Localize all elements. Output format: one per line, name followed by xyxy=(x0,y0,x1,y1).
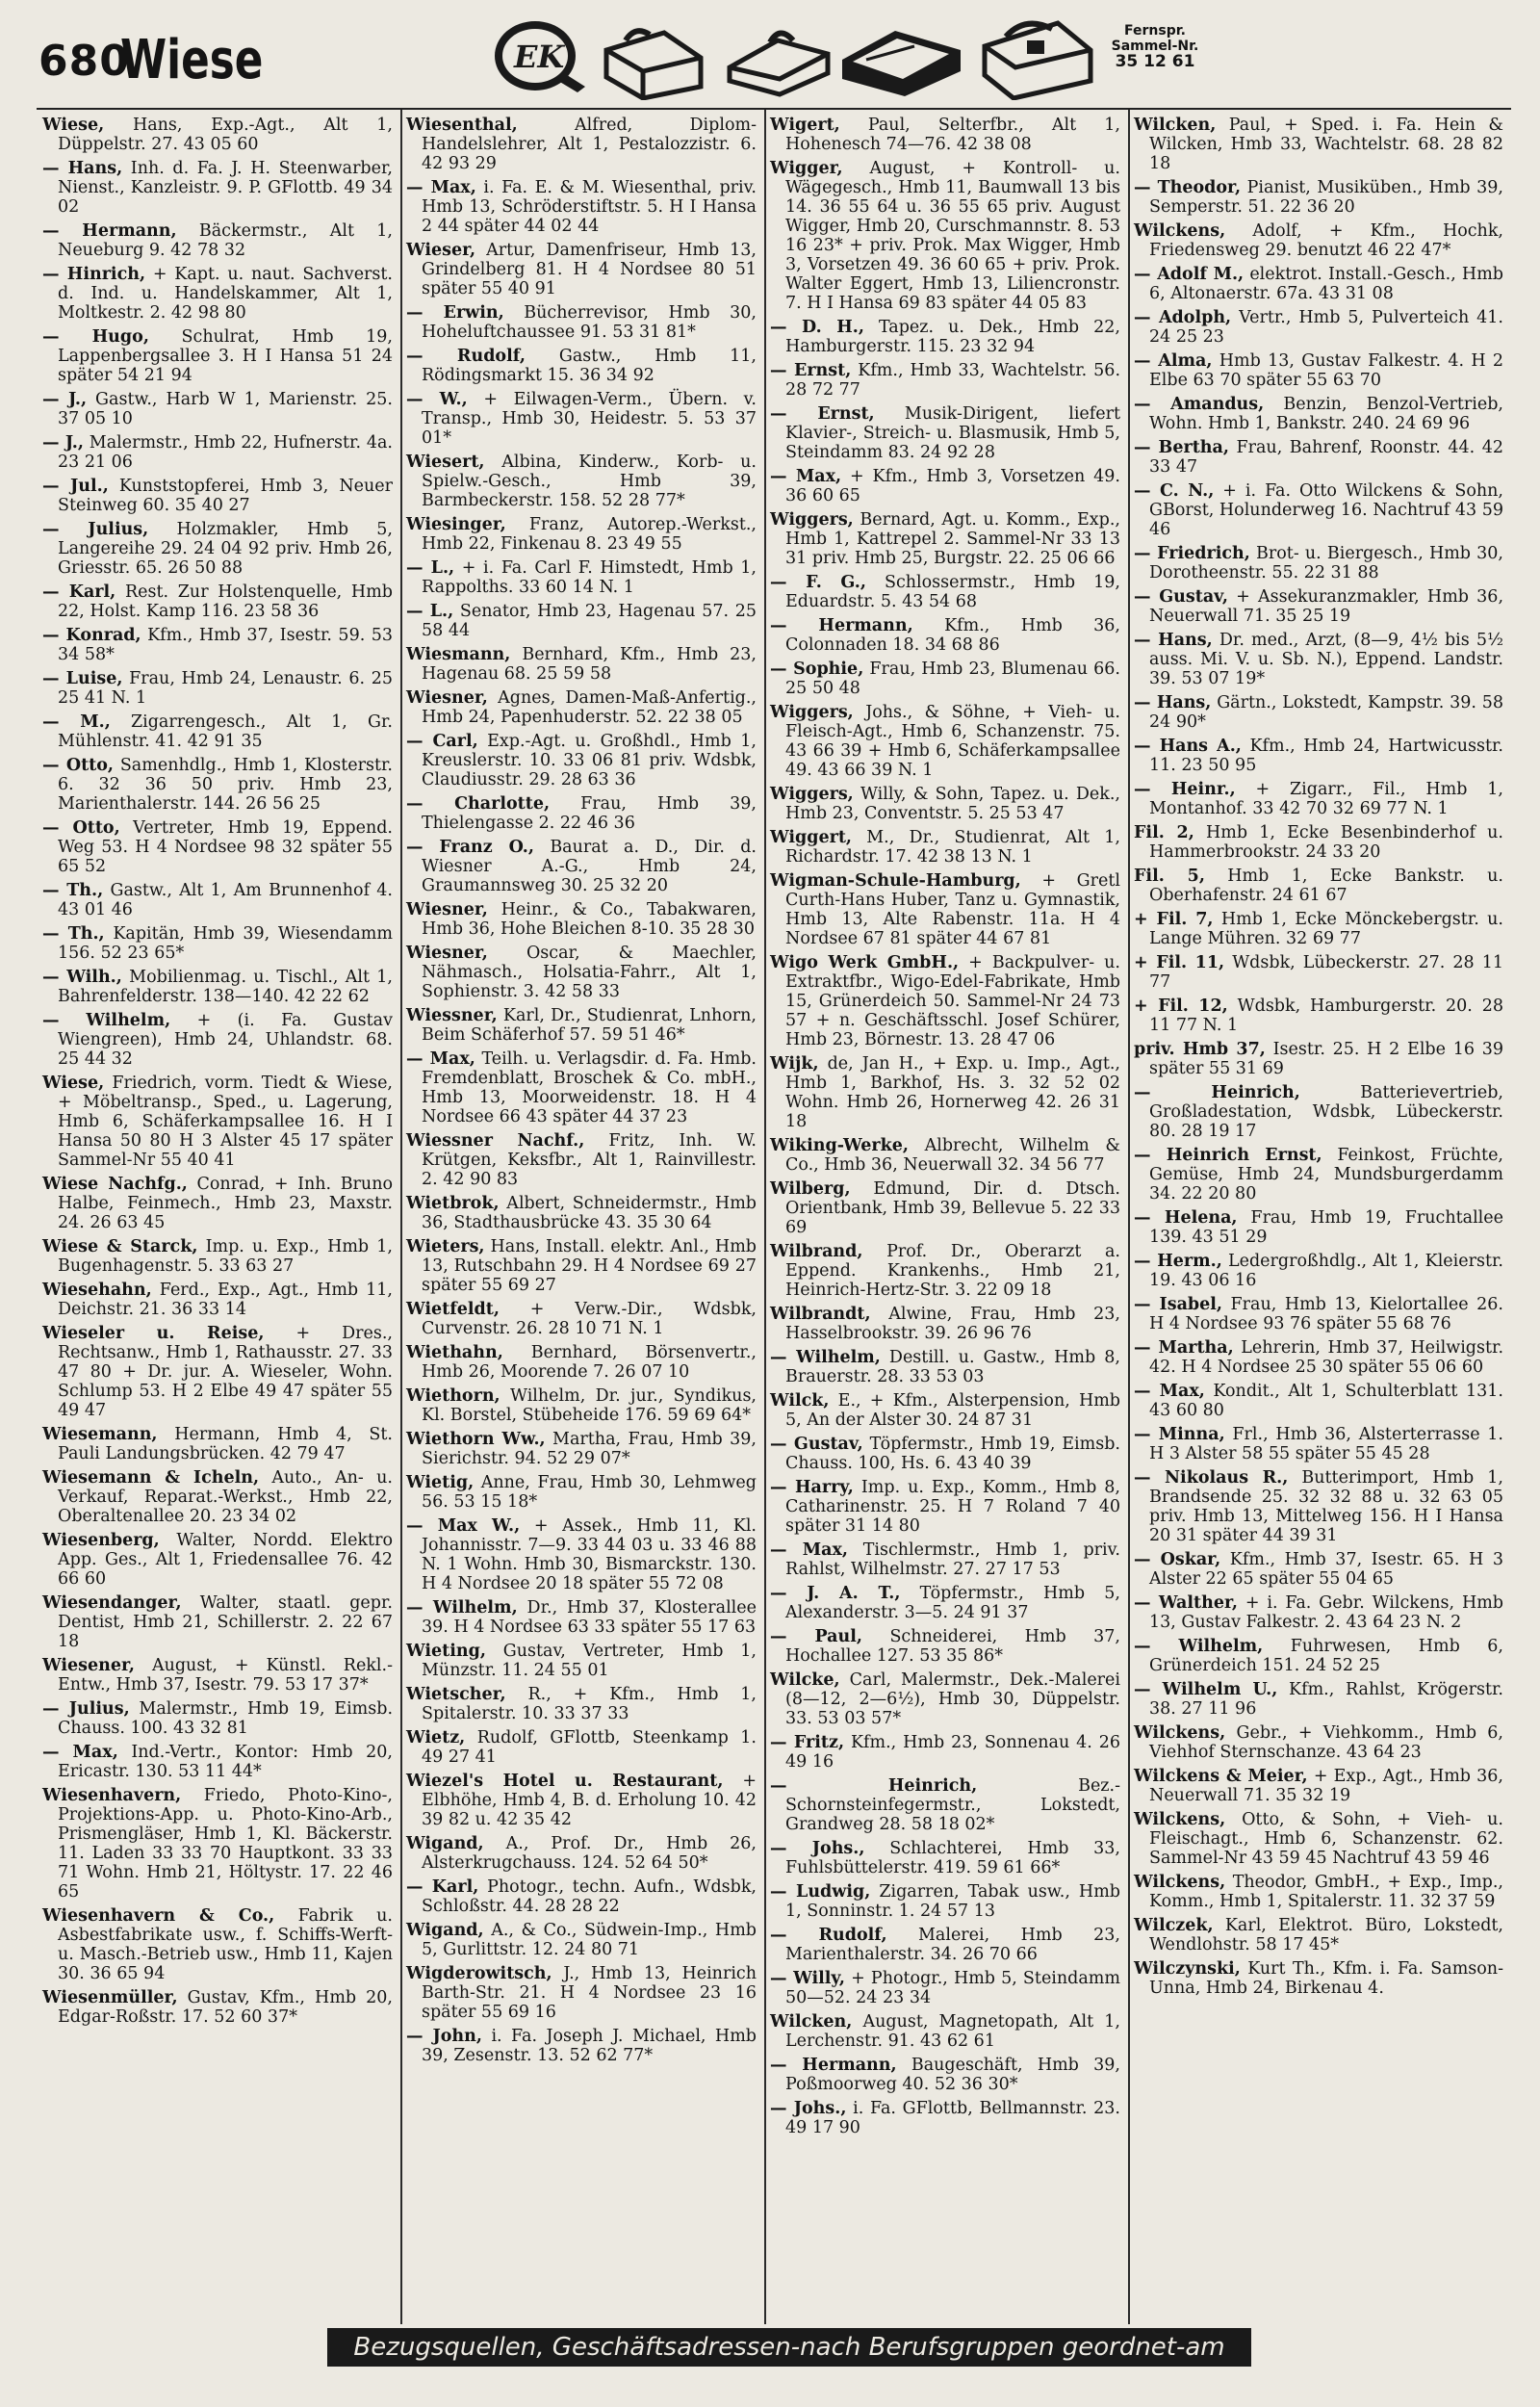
directory-entry: Wiese & Starck, Imp. u. Exp., Hmb 1, Bugenhagenstr. 5. 33 63 27 xyxy=(42,1237,393,1276)
directory-entry: — Erwin, Bücherrevisor, Hmb 30, Hoheluftchaussee 91. 53 31 81* xyxy=(406,303,757,342)
column-2 xyxy=(400,110,764,2324)
directory-entry: — Rudolf, Malerei, Hmb 23, Marienthalerstr. 34. 26 70 66 xyxy=(770,1926,1120,1964)
directory-entry: — Hermann, Bäckermstr., Alt 1, Neueburg 9. 42 78 32 xyxy=(42,221,393,260)
directory-entry: — Wilhelm, + (i. Fa. Gustav Wiengreen), Hmb 24, Uhlandstr. 68. 25 44 32 xyxy=(42,1011,394,1069)
directory-entry: — L., Senator, Hmb 23, Hagenau 57. 25 58 44 xyxy=(406,602,757,640)
directory-entry: — Max, i. Fa. E. & M. Wiesenthal, priv. Hmb 13, Schröderstiftstr. 5. H I Hansa 2 44 später 44 02 44 xyxy=(406,178,757,236)
directory-entry: — Harry, Imp. u. Exp., Komm., Hmb 8, Catharinenstr. 25. H 7 Roland 7 40 später 31 14 80 xyxy=(770,1478,1120,1536)
directory-entry: — Luise, Frau, Hmb 24, Lenaustr. 6. 25 25 41 N. 1 xyxy=(42,669,393,708)
directory-entry: — Max, Kondit., Alt 1, Schulterblatt 131. 43 60 80 xyxy=(1134,1382,1503,1420)
directory-entry: Wiese, Hans, Exp.-Agt., Alt 1, Düppelstr. 27. 43 05 60 xyxy=(42,116,393,154)
directory-entry: Wiesmann, Bernhard, Kfm., Hmb 23, Hagenau 68. 25 59 58 xyxy=(406,645,757,684)
directory-entry: Wilckens & Meier, + Exp., Agt., Hmb 36, Neuerwall 71. 35 32 19 xyxy=(1134,1767,1503,1805)
briefcase-icon xyxy=(730,33,828,94)
directory-entry: — J. A. T., Töpfermstr., Hmb 5, Alexanderstr. 3—5. 24 91 37 xyxy=(770,1584,1120,1622)
directory-entry: Wiese, Friedrich, vorm. Tiedt & Wiese, + Möbeltransp., Sped., u. Lagerung, Hmb 6, Schäferkampsallee 16. H I Hansa 50 80 H 3 Alster 45 17 später Sammel-Nr 55 40 41 xyxy=(42,1074,393,1170)
directory-entry: Wiesner, Heinr., & Co., Tabakwaren, Hmb 36, Hohe Bleichen 8-10. 35 28 30 xyxy=(406,900,757,939)
directory-entry: — Hans, Gärtn., Lokstedt, Kampstr. 39. 58 24 90* xyxy=(1134,693,1503,732)
directory-entry: — Adolph, Vertr., Hmb 5, Pulverteich 41. 24 25 23 xyxy=(1134,308,1503,347)
directory-entry: — Max, Teilh. u. Verlagsdir. d. Fa. Hmb. Fremdenblatt, Broschek & Co. mbH., Hmb 13, Moorweidenstr. 18. H 4 Nordsee 66 43 später 44 37 23 xyxy=(406,1049,757,1126)
directory-entry: — Hugo, Schulrat, Hmb 19, Lappenbergsallee 3. H I Hansa 51 24 später 54 21 94 xyxy=(42,327,393,385)
directory-entry: Wiethahn, Bernhard, Börsenvertr., Hmb 26, Moorende 7. 26 07 10 xyxy=(406,1343,757,1382)
directory-entry: — Konrad, Kfm., Hmb 37, Isestr. 59. 53 34 58* xyxy=(42,626,394,664)
directory-entry: — Th., Gastw., Alt 1, Am Brunnenhof 4. 43 01 46 xyxy=(42,881,393,919)
directory-entry: — Johs., Schlachterei, Hmb 33, Fuhlsbüttelerstr. 419. 59 61 66* xyxy=(770,1839,1120,1877)
directory-entry: — Heinrich, Batterievertrieb, Großladestation, Wdsbk, Lübeckerstr. 80. 28 19 17 xyxy=(1134,1083,1503,1141)
directory-entry: — Hermann, Kfm., Hmb 36, Colonnaden 18. 34 68 86 xyxy=(770,616,1120,655)
directory-entry: Wietfeldt, + Verw.-Dir., Wdsbk, Curvenstr. 26. 28 10 71 N. 1 xyxy=(406,1300,757,1338)
directory-entry: Wietbrok, Albert, Schneidermstr., Hmb 36, Stadthausbrücke 43. 35 30 64 xyxy=(406,1194,757,1232)
directory-entry: — Otto, Samenhdlg., Hmb 1, Klosterstr. 6. 32 36 50 priv. Hmb 23, Marienthalerstr. 144. 26 56 25 xyxy=(42,756,393,814)
directory-entry: — Hans A., Kfm., Hmb 24, Hartwicusstr. 11. 23 50 95 xyxy=(1134,737,1503,775)
directory-entry: — J., Gastw., Harb W 1, Marienstr. 25. 37 05 10 xyxy=(42,390,393,428)
directory-entry: Wilczek, Karl, Elektrot. Büro, Lokstedt, Wendlohstr. 58 17 45* xyxy=(1134,1916,1503,1954)
directory-entry: Wilckens, Adolf, + Kfm., Hochk, Friedensweg 29. benutzt 46 22 47* xyxy=(1134,221,1503,260)
directory-entry: Wiggers, Willy, & Sohn, Tapez. u. Dek., Hmb 23, Conventstr. 5. 25 53 47 xyxy=(770,785,1120,823)
directory-entry: — Isabel, Frau, Hmb 13, Kielortallee 26. H 4 Nordsee 93 76 später 55 68 76 xyxy=(1134,1295,1503,1333)
directory-entry: Wiesner, Oscar, & Maechler, Nähmasch., Holsatia-Fahrr., Alt 1, Sophienstr. 3. 42 58 33 xyxy=(406,944,757,1001)
directory-entry: Wiesenhavern & Co., Fabrik u. Asbestfabrikate usw., f. Schiffs-Werft- u. Masch.-Betrieb usw., Hmb 11, Kajen 30. 36 65 94 xyxy=(42,1906,393,1983)
directory-entry: — Hans, Dr. med., Arzt, (8—9, 4½ bis 5½ auss. Mi. V. u. Sb. N.), Eppend. Landstr. 39. 53 07 19* xyxy=(1134,631,1503,688)
phone-number: 35 12 61 xyxy=(1115,52,1195,71)
directory-entry: Wigert, Paul, Selterfbr., Alt 1, Hohenesch 74—76. 42 38 08 xyxy=(770,116,1120,154)
directory-entry: — Minna, Frl., Hmb 36, Alsterterrasse 1. H 3 Alster 58 55 später 55 45 28 xyxy=(1134,1425,1503,1463)
directory-entry: Wieseler u. Reise, + Dres., Rechtsanw., Hmb 1, Rathausstr. 27. 33 47 80 + Dr. jur. A. Wieseler, Wohn. Schlump 53. H 2 Elbe 49 47 später 55 49 47 xyxy=(42,1324,393,1420)
phone-sammel-label: Sammel-Nr. xyxy=(1111,39,1199,54)
directory-entry: — Karl, Photogr., techn. Aufn., Wdsbk, Schloßstr. 44. 28 28 22 xyxy=(406,1877,757,1916)
directory-entry: — Franz O., Baurat a. D., Dir. d. Wiesner A.-G., Hmb 24, Graumannsweg 30. 25 32 20 xyxy=(406,838,757,895)
directory-entry: Wiesert, Albina, Kinderw., Korb- u. Spielw.-Gesch., Hmb 39, Barmbeckerstr. 158. 52 28 77* xyxy=(406,453,757,510)
directory-entry: Fil. 5, Hmb 1, Ecke Bankstr. u. Oberhafenstr. 24 61 67 xyxy=(1134,867,1503,905)
directory-entry: Wilck, E., + Kfm., Alsterpension, Hmb 5, An der Alster 30. 24 87 31 xyxy=(770,1391,1120,1430)
directory-entry: — Amandus, Benzin, Benzol-Vertrieb, Wohn. Hmb 1, Bankstr. 240. 24 69 96 xyxy=(1134,395,1503,433)
directory-entry: — D. H., Tapez. u. Dek., Hmb 22, Hamburgerstr. 115. 23 32 94 xyxy=(770,318,1120,356)
directory-entry: Wilbrand, Prof. Dr., Oberarzt a. Eppend. Krankenhs., Hmb 21, Heinrich-Hertz-Str. 3. 22 09 18 xyxy=(770,1242,1120,1300)
directory-entry: — Max, Tischlermstr., Hmb 1, priv. Rahlst, Wilhelmstr. 27. 27 17 53 xyxy=(770,1540,1120,1579)
directory-entry: — Nikolaus R., Butterimport, Hmb 1, Brandsende 25. 32 32 88 u. 32 63 05 priv. Hmb 13, Mittelweg 156. H I Hansa 20 31 später 44 39 31 xyxy=(1134,1468,1503,1545)
directory-entry: Wiesehahn, Ferd., Exp., Agt., Hmb 11, Deichstr. 21. 36 33 14 xyxy=(42,1281,393,1319)
directory-entry: Wiesenberg, Walter, Nordd. Elektro App. Ges., Alt 1, Friedensallee 76. 42 66 60 xyxy=(42,1531,393,1589)
directory-entry: Wigger, August, + Kontroll- u. Wägegesch., Hmb 11, Baumwall 13 bis 14. 36 55 64 u. 36 55 65 priv. August Wigger, Hmb 20, Curschmannstr. 8. 53 16 23* + priv. Prok. Max Wigger, Hmb 3, Vorsetzen 49. 36 60 65 + priv. Prok. Walter Eggert, Hmb 13, Liliencronstr. 7. H I Hansa 69 83 später 44 05 83 xyxy=(770,159,1120,313)
luggage-illustrations xyxy=(597,12,1097,100)
directory-entry: — Max W., + Assek., Hmb 11, Kl. Johannisstr. 7—9. 33 44 03 u. 33 46 88 N. 1 Wohn. Hmb 30, Bismarckstr. 130. H 4 Nordsee 20 18 später 55 72 08 xyxy=(406,1516,757,1593)
directory-entry: Wiesemann, Hermann, Hmb 4, St. Pauli Landungsbrücken. 42 79 47 xyxy=(42,1425,393,1463)
directory-entry: — Paul, Schneiderei, Hmb 37, Hochallee 127. 53 35 86* xyxy=(770,1627,1120,1666)
page-number: 680 xyxy=(38,37,130,86)
directory-entry: Wiggers, Bernard, Agt. u. Komm., Exp., Hmb 1, Kattrepel 2. Sammel-Nr 33 13 31 priv. Hmb 25, Burgstr. 22. 25 06 66 xyxy=(770,510,1120,568)
directory-entry: — F. G., Schlossermstr., Hmb 19, Eduardstr. 5. 43 54 68 xyxy=(770,573,1120,611)
directory-entry: — Hans, Inh. d. Fa. J. H. Steenwarber, Nienst., Kanzleistr. 9. P. GFlottb. 49 34 02 xyxy=(42,159,393,217)
directory-entry: Wilcken, Paul, + Sped. i. Fa. Hein & Wilcken, Hmb 33, Wachtelstr. 68. 28 82 18 xyxy=(1134,116,1503,173)
directory-entry: — Ernst, Kfm., Hmb 33, Wachtelstr. 56. 28 72 77 xyxy=(770,361,1121,400)
directory-entry: — Heinr., + Zigarr., Fil., Hmb 1, Montanhof. 33 42 70 32 69 77 N. 1 xyxy=(1134,780,1503,818)
directory-entry: — Karl, Rest. Zur Holstenquelle, Hmb 22, Holst. Kamp 116. 23 58 36 xyxy=(42,582,393,621)
directory-entry: Wilckens, Theodor, GmbH., + Exp., Imp., Komm., Hmb 1, Spitalerstr. 11. 32 37 59 xyxy=(1134,1873,1503,1911)
directory-entry: Wiesenthal, Alfred, Diplom-Handelslehrer, Alt 1, Pestalozzistr. 6. 42 93 29 xyxy=(406,116,757,173)
ek-logo xyxy=(489,17,587,94)
directory-entry: — Bertha, Frau, Bahrenf, Roonstr. 44. 42 33 47 xyxy=(1134,438,1503,477)
directory-entry: Wiessner, Karl, Dr., Studienrat, Lnhorn, Beim Schäferhof 57. 59 51 46* xyxy=(406,1006,757,1045)
directory-entry: Wiesenhavern, Friedo, Photo-Kino-, Projektions-App. u. Photo-Kino-Arb., Prismengläser, Hmb 1, Kl. Bäckerstr. 11. Laden 33 33 70 Hauptkont. 33 33 71 Wohn. Hmb 21, Höltystr. 17. 22 46 65 xyxy=(42,1786,393,1902)
directory-entry: — Ludwig, Zigarren, Tabak usw., Hmb 1, Sonninstr. 1. 24 57 13 xyxy=(770,1882,1120,1921)
directory-entry: Wiesner, Agnes, Damen-Maß-Anfertig., Hmb 24, Papenhuderstr. 52. 22 38 05 xyxy=(406,688,757,727)
directory-entry: — Jul., Kunststopferei, Hmb 3, Neuer Steinweg 60. 35 40 27 xyxy=(42,477,393,515)
directory-entry: — Johs., i. Fa. GFlottb, Bellmannstr. 23. 49 17 90 xyxy=(770,2099,1120,2137)
phone-label: Fernspr. xyxy=(1124,23,1186,39)
directory-entry: — Heinrich Ernst, Feinkost, Früchte, Gemüse, Hmb 24, Mundsburgerdamm 34. 22 20 80 xyxy=(1134,1146,1503,1204)
directory-entry: Wiesenmüller, Gustav, Kfm., Hmb 20, Edgar-Roßstr. 17. 52 60 37* xyxy=(42,1988,393,2027)
phone-info xyxy=(1097,23,1213,69)
directory-entry: Fil. 2, Hmb 1, Ecke Besenbinderhof u. Hammerbrookstr. 24 33 20 xyxy=(1134,823,1503,862)
directory-entry: — Julius, Holzmakler, Hmb 5, Langereihe 29. 24 04 92 priv. Hmb 26, Griesstr. 65. 26 50 88 xyxy=(42,520,393,578)
directory-entry: Wiethorn, Wilhelm, Dr. jur., Syndikus, Kl. Borstel, Stübeheide 176. 59 69 64* xyxy=(406,1386,757,1425)
directory-entry: — Th., Kapitän, Hmb 39, Wiesendamm 156. 52 23 65* xyxy=(42,924,393,963)
directory-entry: — Wilh., Mobilienmag. u. Tischl., Alt 1, Bahrenfelderstr. 138—140. 42 22 62 xyxy=(42,968,393,1006)
directory-entry: Wiggert, M., Dr., Studienrat, Alt 1, Richardstr. 17. 42 38 13 N. 1 xyxy=(770,828,1120,867)
directory-entry: Wiese Nachfg., Conrad, + Inh. Bruno Halbe, Feinmech., Hmb 23, Maxstr. 24. 26 63 45 xyxy=(42,1175,394,1232)
directory-entry: — Helena, Frau, Hmb 19, Fruchtallee 139. 43 51 29 xyxy=(1134,1208,1503,1247)
directory-entry: — Gustav, + Assekuranzmakler, Hmb 36, Neuerwall 71. 35 25 19 xyxy=(1134,587,1504,626)
directory-entry: Wiessner Nachf., Fritz, Inh. W. Krütgen, Keksfbr., Alt 1, Rainvillestr. 2. 42 90 83 xyxy=(406,1131,757,1189)
directory-entry: — Hermann, Baugeschäft, Hmb 39, Poßmoorweg 40. 52 36 30* xyxy=(770,2056,1120,2094)
attache-case-icon xyxy=(842,31,961,96)
directory-entry: — Wilhelm, Fuhrwesen, Hmb 6, Grünerdeich 151. 24 52 25 xyxy=(1134,1637,1503,1675)
directory-entry: — Gustav, Töpfermstr., Hmb 19, Eimsb. Chauss. 100, Hs. 6. 43 40 39 xyxy=(770,1435,1120,1473)
page-header xyxy=(0,0,1540,106)
directory-entry: + Fil. 11, Wdsbk, Lübeckerstr. 27. 28 11 77 xyxy=(1134,953,1503,992)
handbag-icon xyxy=(985,23,1091,98)
directory-entry: + Fil. 7, Hmb 1, Ecke Mönckebergstr. u. Lange Mühren. 32 69 77 xyxy=(1134,910,1503,948)
directory-entry: Wiesinger, Franz, Autorep.-Werkst., Hmb 22, Finkenau 8. 23 49 55 xyxy=(406,515,757,554)
directory-entry: Wilcke, Carl, Malermstr., Dek.-Malerei (8—12, 2—6½), Hmb 30, Düppelstr. 33. 53 03 57* xyxy=(770,1670,1120,1728)
directory-entry: — Wilhelm, Destill. u. Gastw., Hmb 8, Brauerstr. 28. 33 53 03 xyxy=(770,1348,1120,1386)
directory-entry: — Wilhelm U., Kfm., Rahlst, Krögerstr. 38. 27 11 96 xyxy=(1134,1680,1503,1719)
directory-entry: — W., + Eilwagen-Verm., Übern. v. Transp., Hmb 30, Heidestr. 5. 53 37 01* xyxy=(406,390,757,448)
directory-entry: Wietscher, R., + Kfm., Hmb 1, Spitalerstr. 10. 33 37 33 xyxy=(406,1685,757,1723)
directory-entry: Wilbrandt, Alwine, Frau, Hmb 23, Hasselbrookstr. 39. 26 96 76 xyxy=(770,1305,1120,1343)
directory-entry: — Theodor, Pianist, Musiküben., Hmb 39, Semperstr. 51. 22 36 20 xyxy=(1134,178,1503,217)
column-4 xyxy=(1128,110,1511,2324)
directory-entry: — Ernst, Musik-Dirigent, liefert Klavier-, Streich- u. Blasmusik, Hmb 5, Steindamm 83. 24 92 28 xyxy=(770,404,1120,462)
directory-entry: — Carl, Exp.-Agt. u. Großhdl., Hmb 1, Kreuslerstr. 10. 33 06 81 priv. Wdsbk, Claudiusstr. 29. 28 63 36 xyxy=(406,732,757,789)
directory-entry: — Oskar, Kfm., Hmb 37, Isestr. 65. H 3 Alster 22 65 später 55 04 65 xyxy=(1134,1550,1503,1589)
directory-entry: — L., + i. Fa. Carl F. Himstedt, Hmb 1, Rappolths. 33 60 14 N. 1 xyxy=(406,558,757,597)
directory-entry: priv. Hmb 37, Isestr. 25. H 2 Elbe 16 39 später 55 31 69 xyxy=(1134,1040,1503,1078)
directory-entry: — M., Zigarrengesch., Alt 1, Gr. Mühlenstr. 41. 42 91 35 xyxy=(42,712,393,751)
directory-entry: — Wilhelm, Dr., Hmb 37, Klosterallee 39. H 4 Nordsee 63 33 später 55 17 63 xyxy=(406,1598,757,1637)
directory-entry: Wigand, A., Prof. Dr., Hmb 26, Alsterkrugchauss. 124. 52 64 50* xyxy=(406,1834,757,1873)
suitcase-icon xyxy=(606,31,701,98)
directory-entry: Wigo Werk GmbH., + Backpulver- u. Extraktfbr., Wigo-Edel-Fabrikate, Hmb 15, Grünerdeich 50. Sammel-Nr 24 73 57 + n. Geschäftsschl. Josef Schürer, Hmb 23, Börnestr. 13. 28 47 06 xyxy=(770,953,1120,1049)
directory-entry: — Friedrich, Brot- u. Biergesch., Hmb 30, Dorotheenstr. 55. 22 31 88 xyxy=(1134,544,1503,582)
directory-entry: — Rudolf, Gastw., Hmb 11, Rödingsmarkt 15. 36 34 92 xyxy=(406,347,757,385)
directory-entry: — C. N., + i. Fa. Otto Wilckens & Sohn, GBorst, Holunderweg 16. Nachtruf 43 59 46 xyxy=(1134,481,1503,539)
column-3 xyxy=(764,110,1128,2324)
directory-entry: — Martha, Lehrerin, Hmb 37, Heilwigstr. 42. H 4 Nordsee 25 30 später 55 06 60 xyxy=(1134,1338,1504,1377)
directory-columns xyxy=(37,108,1511,2324)
directory-entry: — Hinrich, + Kapt. u. naut. Sachverst. d. Ind. u. Handelskammer, Alt 1, Moltkestr. 2. 42 98 80 xyxy=(42,265,393,323)
directory-entry: Wilcken, August, Magnetopath, Alt 1, Lerchenstr. 91. 43 62 61 xyxy=(770,2012,1120,2051)
directory-entry: Wietz, Rudolf, GFlottb, Steenkamp 1. 49 27 41 xyxy=(406,1728,757,1767)
directory-entry: Wilberg, Edmund, Dir. d. Dtsch. Orientbank, Hmb 39, Bellevue 5. 22 33 69 xyxy=(770,1179,1120,1237)
directory-entry: Wietig, Anne, Frau, Hmb 30, Lehmweg 56. 53 15 18* xyxy=(406,1473,757,1512)
directory-entry: — Charlotte, Frau, Hmb 39, Thielengasse 2. 22 46 36 xyxy=(406,794,757,833)
running-head: Wiese xyxy=(120,29,264,91)
directory-entry: + Fil. 12, Wdsbk, Hamburgerstr. 20. 28 11 77 N. 1 xyxy=(1134,996,1503,1035)
directory-entry: Wigderowitsch, J., Hmb 13, Heinrich Barth-Str. 21. H 4 Nordsee 23 16 später 55 69 16 xyxy=(406,1964,757,2022)
directory-entry: Wilckens, Gebr., + Viehkomm., Hmb 6, Viehhof Sternschanze. 43 64 23 xyxy=(1134,1723,1503,1762)
directory-entry: — J., Malermstr., Hmb 22, Hufnerstr. 4a. 23 21 06 xyxy=(42,433,393,472)
directory-entry: Wilczynski, Kurt Th., Kfm. i. Fa. Samson-Unna, Hmb 24, Birkenau 4. xyxy=(1134,1959,1503,1998)
directory-entry: — Otto, Vertreter, Hmb 19, Eppend. Weg 53. H 4 Nordsee 98 32 später 55 65 52 xyxy=(42,818,393,876)
directory-entry: Wijk, de, Jan H., + Exp. u. Imp., Agt., Hmb 1, Barkhof, Hs. 3. 32 52 02 Wohn. Hmb 26, Hornerweg 42. 26 31 18 xyxy=(770,1054,1120,1131)
directory-entry: — Alma, Hmb 13, Gustav Falkestr. 4. H 2 Elbe 63 70 später 55 63 70 xyxy=(1134,351,1503,390)
directory-entry: Wigman-Schule-Hamburg, + Gretl Curth-Hans Huber, Tanz u. Gymnastik, Hmb 13, Alte Rabenstr. 11a. H 4 Nordsee 67 81 später 44 67 81 xyxy=(770,871,1120,948)
directory-entry: — Fritz, Kfm., Hmb 23, Sonnenau 4. 26 49 16 xyxy=(770,1733,1120,1772)
directory-entry: Wiesener, August, + Künstl. Rekl.-Entw., Hmb 37, Isestr. 79. 53 17 37* xyxy=(42,1656,393,1695)
column-1 xyxy=(37,110,400,2324)
directory-entry: — Walther, + i. Fa. Gebr. Wilckens, Hmb 13, Gustav Falkestr. 2. 43 64 23 N. 2 xyxy=(1134,1593,1503,1632)
directory-entry: Wigand, A., & Co., Südwein-Imp., Hmb 5, Gurlittstr. 12. 24 80 71 xyxy=(406,1921,757,1959)
directory-entry: — Willy, + Photogr., Hmb 5, Steindamm 50—52. 24 23 34 xyxy=(770,1969,1121,2007)
directory-entry: Wiezel's Hotel u. Restaurant, + Elbhöhe, Hmb 4, B. d. Erholung 10. 42 39 82 u. 42 35 42 xyxy=(406,1772,757,1829)
directory-entry: — Sophie, Frau, Hmb 23, Blumenau 66. 25 50 48 xyxy=(770,660,1120,698)
directory-entry: Wilckens, Otto, & Sohn, + Vieh- u. Fleischagt., Hmb 6, Schanzenstr. 62. Sammel-Nr 43 59 45 Nachtruf 43 59 46 xyxy=(1134,1810,1503,1868)
directory-entry: — Julius, Malermstr., Hmb 19, Eimsb. Chauss. 100. 43 32 81 xyxy=(42,1699,394,1738)
directory-entry: Wieting, Gustav, Vertreter, Hmb 1, Münzstr. 11. 24 55 01 xyxy=(406,1642,757,1680)
directory-entry: Wieser, Artur, Damenfriseur, Hmb 13, Grindelberg 81. H 4 Nordsee 80 51 später 55 40 91 xyxy=(406,241,757,298)
directory-entry: Wiesemann & Icheln, Auto., An- u. Verkauf, Reparat.-Werkst., Hmb 22, Oberaltenallee 20. 23 34 02 xyxy=(42,1468,393,1526)
directory-entry: Wiethorn Ww., Martha, Frau, Hmb 39, Sierichstr. 94. 52 29 07* xyxy=(406,1430,757,1468)
directory-entry: — John, i. Fa. Joseph J. Michael, Hmb 39, Zesenstr. 13. 52 62 77* xyxy=(406,2027,757,2065)
directory-entry: Wiesendanger, Walter, staatl. gepr. Dentist, Hmb 21, Schillerstr. 2. 22 67 18 xyxy=(42,1593,393,1651)
footer-banner: Bezugsquellen, Geschäftsadressen-nach Berufsgruppen geordnet-am Ende des Buches xyxy=(327,2328,1251,2367)
directory-entry: — Heinrich, Bez.-Schornsteinfegermstr., Lokstedt, Grandweg 28. 58 18 02* xyxy=(770,1776,1120,1834)
directory-entry: Wiggers, Johs., & Söhne, + Vieh- u. Fleisch-Agt., Hmb 6, Schanzenstr. 75. 43 66 39 + Hmb 6, Schäferkampsallee 49. 43 66 39 N. 1 xyxy=(770,703,1120,780)
directory-entry: Wiking-Werke, Albrecht, Wilhelm & Co., Hmb 36, Neuerwall 32. 34 56 77 xyxy=(770,1136,1120,1175)
directory-entry: — Herm., Ledergroßhdlg., Alt 1, Kleierstr. 19. 43 06 16 xyxy=(1134,1252,1503,1290)
directory-entry: — Adolf M., elektrot. Install.-Gesch., Hmb 6, Altonaerstr. 67a. 43 31 08 xyxy=(1134,265,1503,303)
svg-text:EK: EK xyxy=(514,39,565,75)
directory-entry: — Max, + Kfm., Hmb 3, Vorsetzen 49. 36 60 65 xyxy=(770,467,1120,505)
directory-entry: — Max, Ind.-Vertr., Kontor: Hmb 20, Ericastr. 130. 53 11 44* xyxy=(42,1743,393,1781)
directory-entry: Wieters, Hans, Install. elektr. Anl., Hmb 13, Rutschbahn 29. H 4 Nordsee 69 27 später 55 69 27 xyxy=(406,1237,757,1295)
